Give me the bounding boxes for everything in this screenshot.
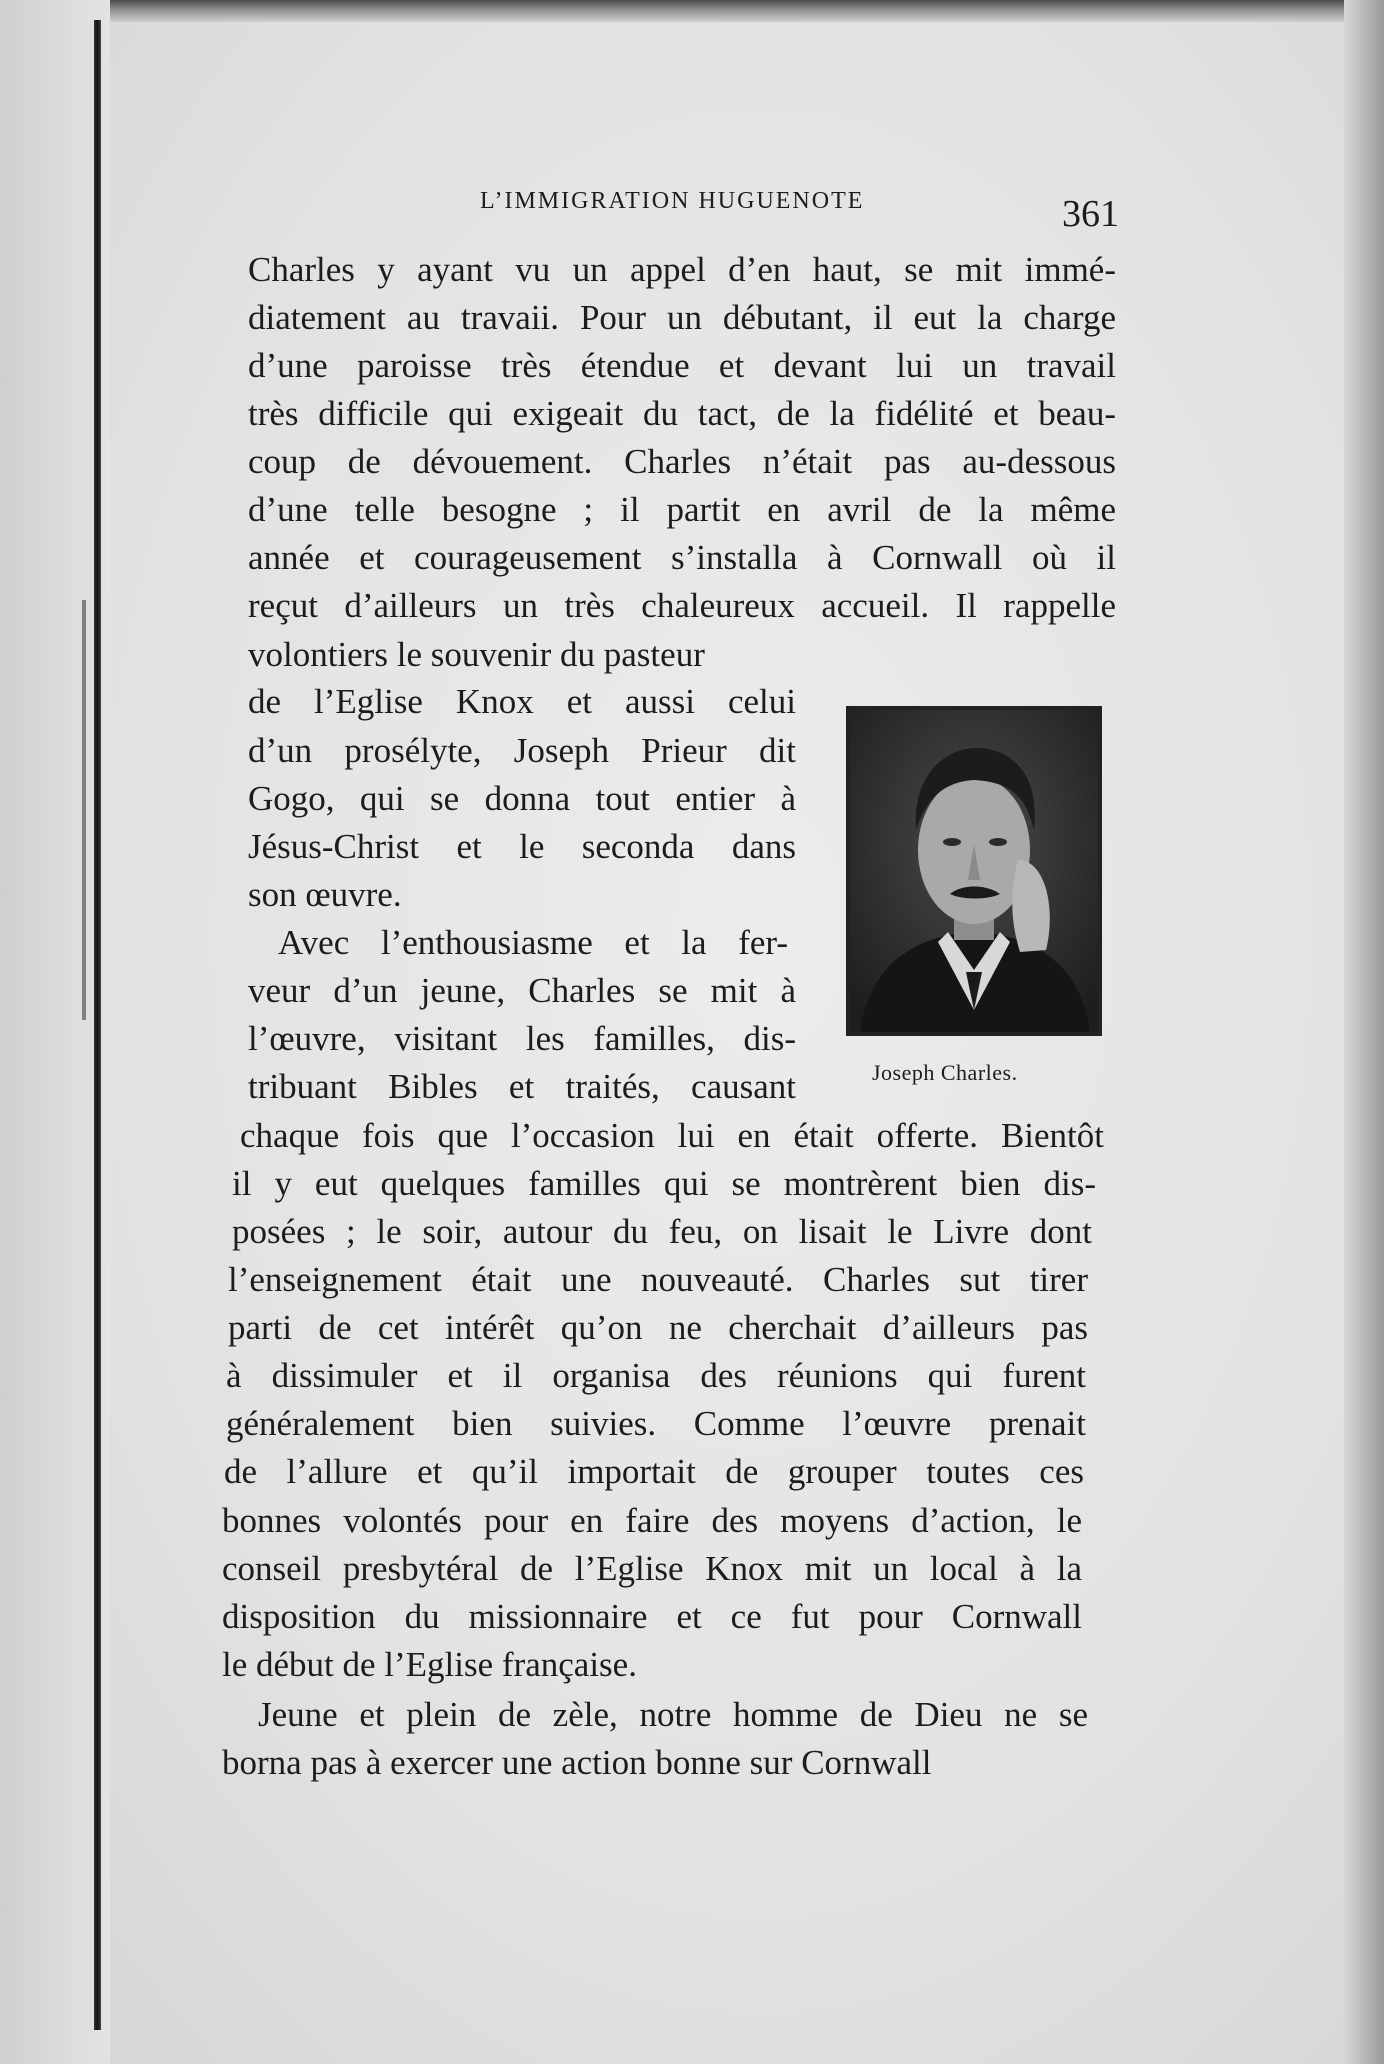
- text-line: son œuvre.: [248, 875, 402, 914]
- text-line: d’une paroisse très étendue et devant lui un travail: [248, 346, 1116, 385]
- text-line: l’enseignement était une nouveauté. Charles sut tirer: [228, 1260, 1088, 1299]
- text-line: Jeune et plein de zèle, notre homme de Dieu ne se: [258, 1695, 1088, 1734]
- book-binding: [0, 0, 110, 2064]
- binding-line: [94, 20, 101, 2030]
- text-line: Charles y ayant vu un appel d’en haut, se mit immé-: [248, 250, 1116, 289]
- text-line: parti de cet intérêt qu’on ne cherchait d’ailleurs pas: [228, 1308, 1088, 1347]
- running-title: L’IMMIGRATION HUGUENOTE: [480, 188, 865, 214]
- text-line: le début de l’Eglise française.: [222, 1645, 637, 1684]
- text-line: d’un prosélyte, Joseph Prieur dit: [248, 731, 796, 770]
- text-line: coup de dévouement. Charles n’était pas au-dessous: [248, 442, 1116, 481]
- page-top-edge: [0, 0, 1384, 22]
- page-right-edge: [1344, 0, 1384, 2064]
- text-line: diatement au travaii. Pour un débutant, il eut la charge: [248, 298, 1116, 337]
- text-line: à dissimuler et il organisa des réunions qui furent: [226, 1356, 1086, 1395]
- text-line: Gogo, qui se donna tout entier à: [248, 779, 796, 818]
- page-number: 361: [1062, 193, 1119, 235]
- text-line: reçut d’ailleurs un très chaleureux accueil. Il rappelle: [248, 586, 1116, 625]
- text-line: disposition du missionnaire et ce fut pour Cornwall: [222, 1597, 1082, 1636]
- text-line: conseil presbytéral de l’Eglise Knox mit un local à la: [222, 1549, 1082, 1588]
- text-line: tribuant Bibles et traités, causant: [248, 1067, 796, 1106]
- binding-thread: [82, 600, 86, 1020]
- text-line: d’une telle besogne ; il partit en avril de la même: [248, 490, 1116, 529]
- text-line: très difficile qui exigeait du tact, de la fidélité et beau-: [248, 394, 1116, 433]
- figure-caption: Joseph Charles.: [872, 1060, 1018, 1085]
- text-line: il y eut quelques familles qui se montrèrent bien dis-: [232, 1164, 1096, 1203]
- portrait-illustration: [850, 710, 1098, 1032]
- text-line: posées ; le soir, autour du feu, on lisait le Livre dont: [232, 1212, 1092, 1251]
- text-line: Avec l’enthousiasme et la fer-: [278, 923, 788, 962]
- text-line: généralement bien suivies. Comme l’œuvre prenait: [226, 1404, 1086, 1443]
- text-line: chaque fois que l’occasion lui en était offerte. Bientôt: [240, 1116, 1104, 1155]
- portrait-photo: [846, 706, 1102, 1036]
- text-line: l’œuvre, visitant les familles, dis-: [248, 1019, 796, 1058]
- text-line: borna pas à exercer une action bonne sur Cornwall: [222, 1743, 932, 1782]
- text-line: de l’allure et qu’il importait de grouper toutes ces: [224, 1452, 1084, 1491]
- text-line: année et courageusement s’installa à Cornwall où il: [248, 538, 1116, 577]
- text-line: de l’Eglise Knox et aussi celui: [248, 682, 796, 721]
- text-line: Jésus-Christ et le seconda dans: [248, 827, 796, 866]
- text-line: veur d’un jeune, Charles se mit à: [248, 971, 796, 1010]
- text-line: volontiers le souvenir du pasteur: [248, 635, 705, 674]
- text-line: bonnes volontés pour en faire des moyens d’action, le: [222, 1501, 1082, 1540]
